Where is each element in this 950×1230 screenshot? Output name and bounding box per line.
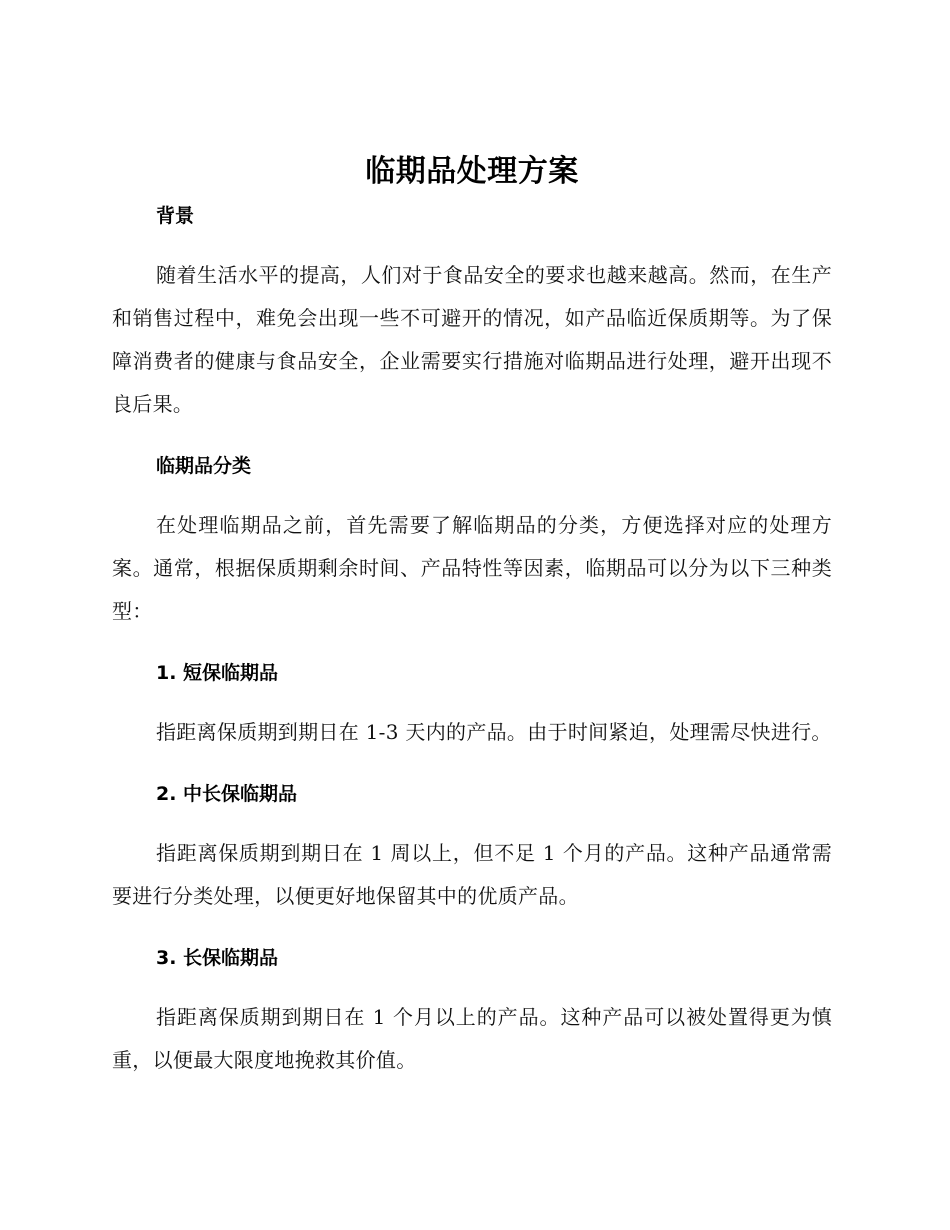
section-background (112, 202, 832, 426)
section-short-shelf-life (112, 659, 832, 754)
section-paragraph: 在处理临期品之前，首先需要了解临期品的分类，方便选择对应的处理方案。通常，根据保质期剩余时间、产品特性等因素，临期品可以分为以下三种类型： (112, 513, 832, 623)
section-classification (112, 452, 832, 633)
document-title: 临期品处理方案 (365, 154, 579, 189)
section-heading: 临期品分类 (156, 455, 252, 477)
document-page (112, 150, 832, 1108)
section-heading: 背景 (156, 205, 195, 227)
section-heading: 3. 长保临期品 (156, 947, 279, 969)
section-long-shelf-life (112, 944, 832, 1082)
section-paragraph: 随着生活水平的提高，人们对于食品安全的要求也越来越高。然而，在生产和销售过程中，难免会出现一些不可避开的情况，如产品临近保质期等。为了保障消费者的健康与食品安全，企业需要实行措施对临期品进行处理，避开出现不良后果。 (112, 263, 832, 416)
section-paragraph: 指距离保质期到期日在 1-3 天内的产品。由于时间紧迫，处理需尽快进行。 (156, 720, 832, 744)
section-paragraph: 指距离保质期到期日在 1 个月以上的产品。这种产品可以被处置得更为慎重，以便最大限度地挽救其价值。 (112, 1005, 832, 1072)
section-heading: 1. 短保临期品 (156, 662, 279, 684)
section-heading: 2. 中长保临期品 (156, 783, 298, 805)
section-medium-shelf-life (112, 780, 832, 918)
section-paragraph: 指距离保质期到期日在 1 周以上，但不足 1 个月的产品。这种产品通常需要进行分类处理，以便更好地保留其中的优质产品。 (112, 841, 832, 908)
